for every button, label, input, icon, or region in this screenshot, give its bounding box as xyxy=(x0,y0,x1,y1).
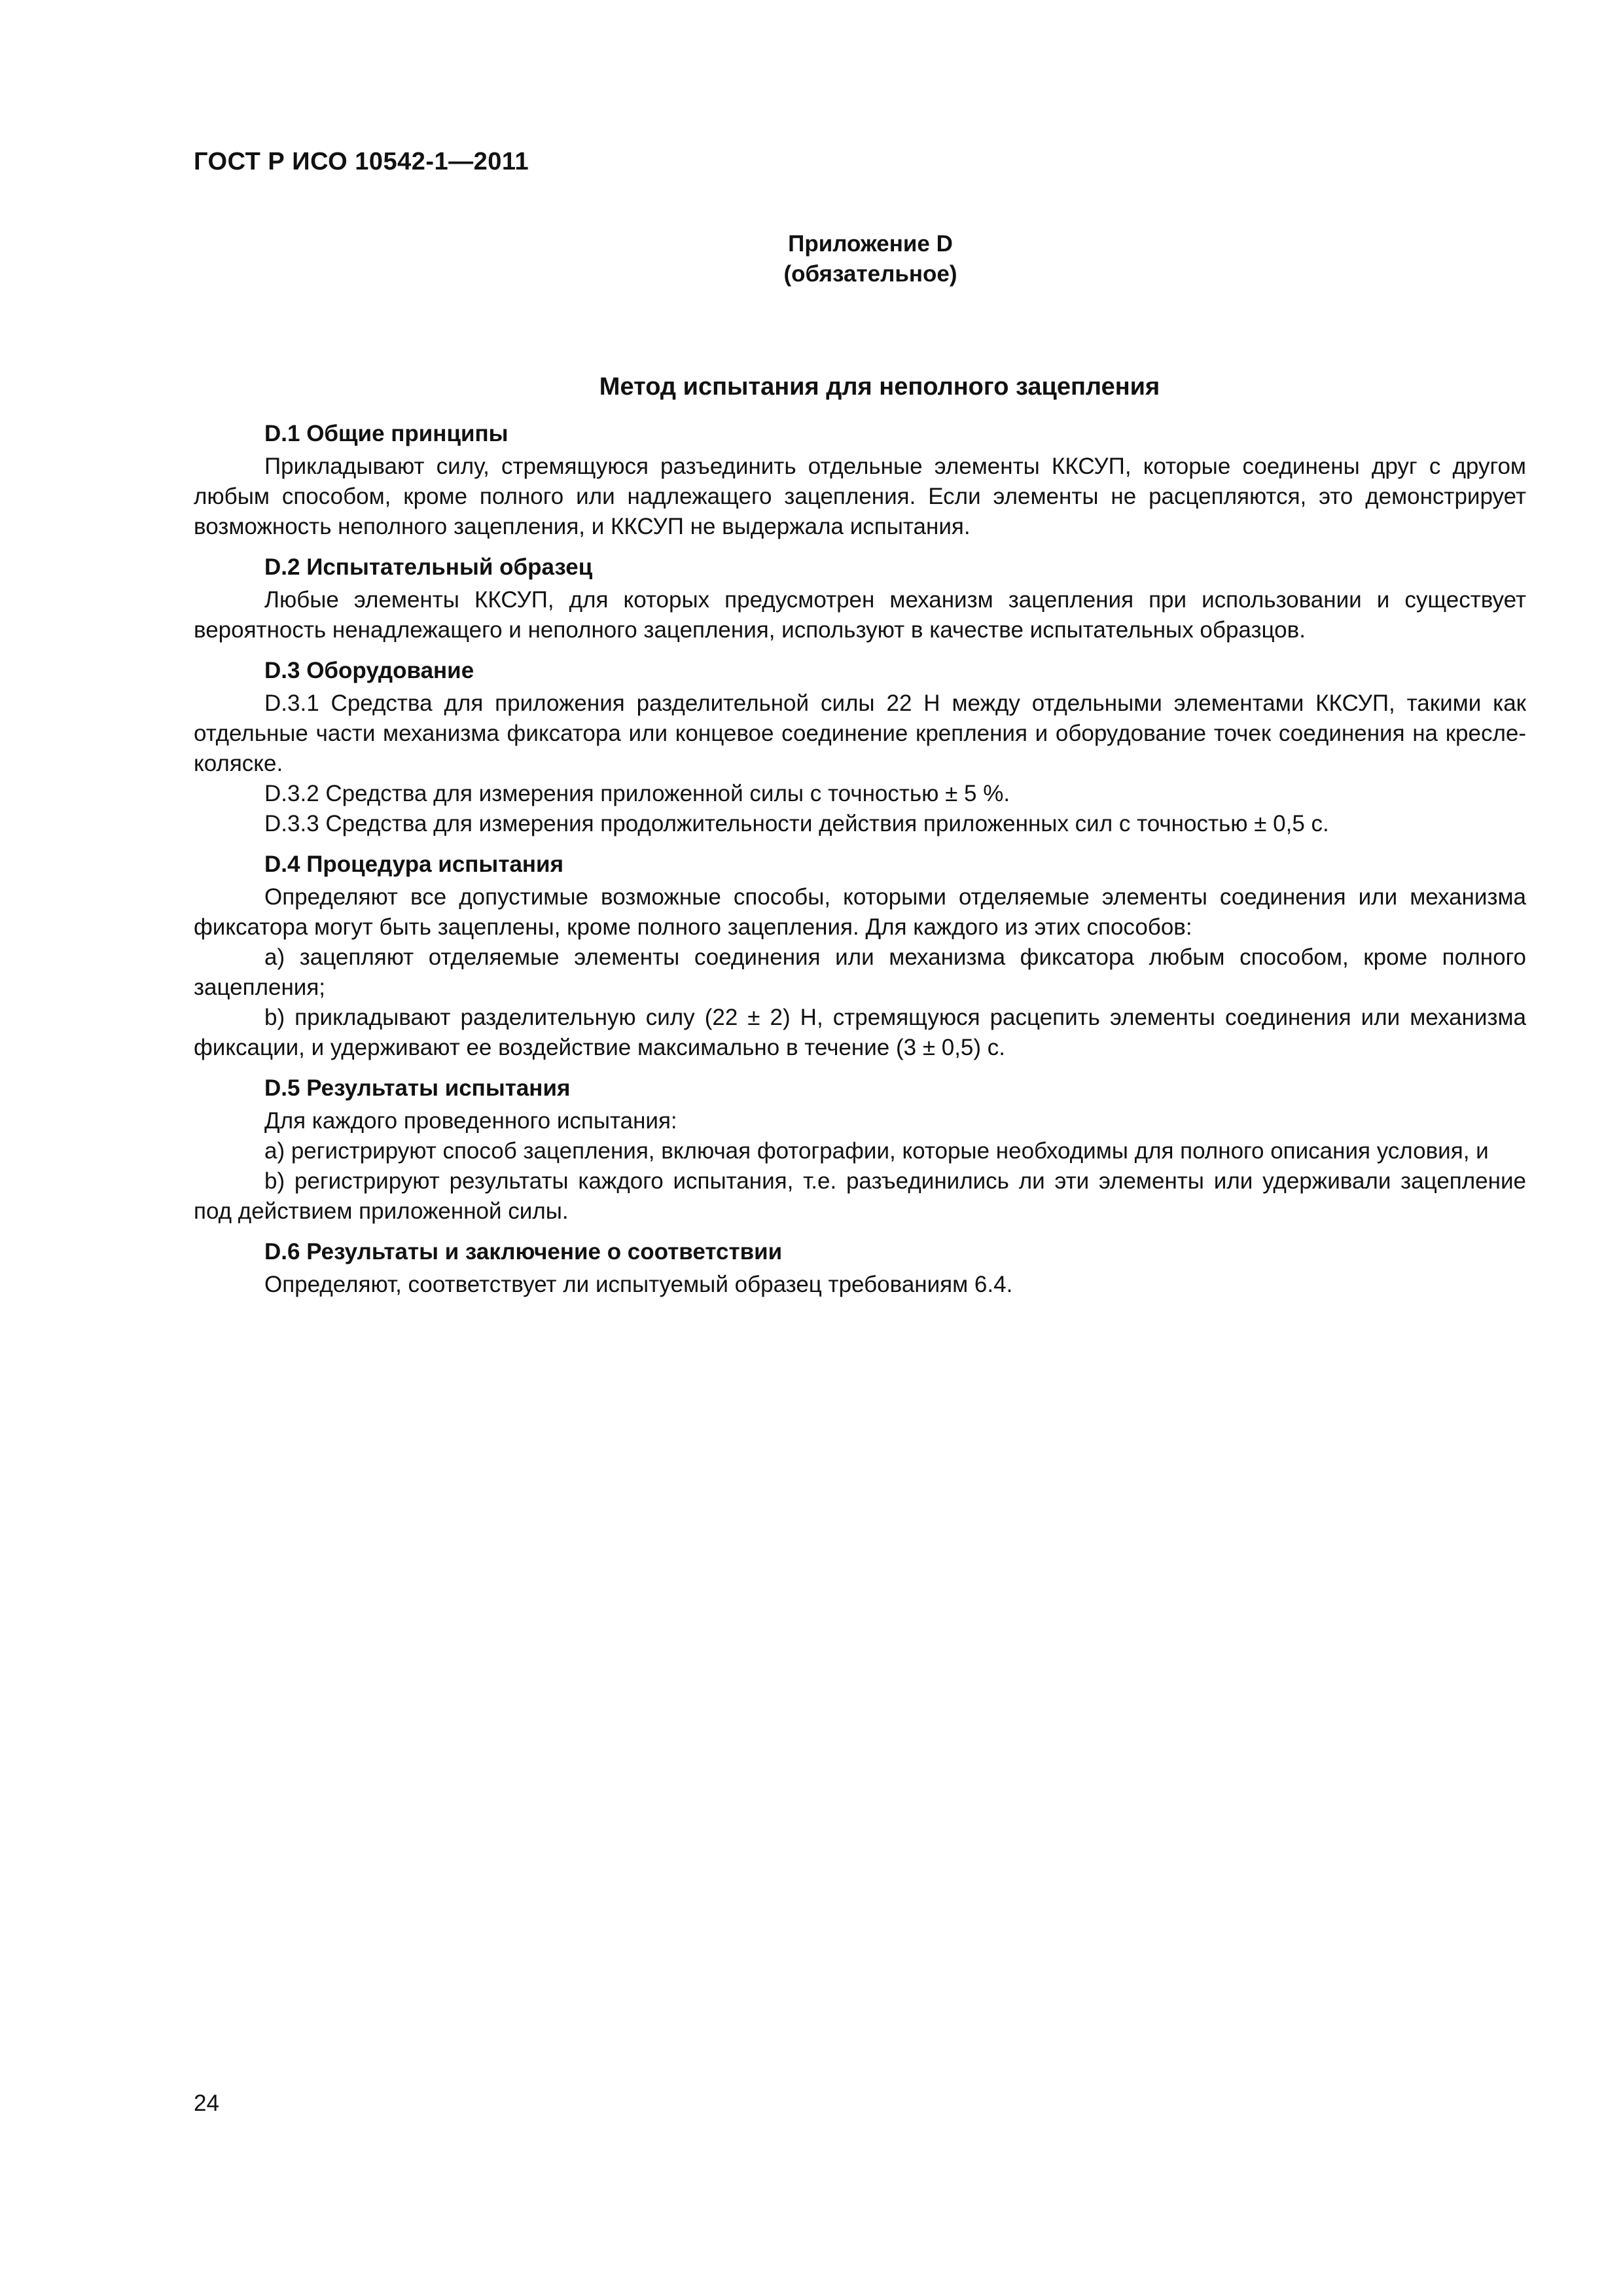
section-heading: D.2 Испытательный образец xyxy=(264,554,593,580)
section-heading: D.3 Оборудование xyxy=(264,658,474,683)
section-heading: D.6 Результаты и заключение о соответствии xyxy=(264,1239,783,1265)
appendix-label: Приложение D xyxy=(788,231,953,257)
section-paragraph: Определяют все допустимые возможные способы, которыми отделяемые элементы соединения или механизма фиксатора могут быть зацеплены, кроме полного зацепления. Для каждого из этих способов: xyxy=(194,884,1526,940)
page-number: 24 xyxy=(194,2090,219,2116)
section-paragraph: Определяют, соответствует ли испытуемый образец требованиям 6.4. xyxy=(264,1272,1013,1297)
section-paragraph: D.3.1 Средства для приложения разделительной силы 22 Н между отдельными элементами ККСУП, такими как отдельные части механизма фиксатора или концевое соединение крепления и оборудование точек соединения на кресле-коляске. xyxy=(194,691,1526,776)
section-paragraph: Для каждого проведенного испытания: xyxy=(264,1108,677,1134)
section-heading: D.5 Результаты испытания xyxy=(264,1075,571,1101)
section-heading: D.1 Общие принципы xyxy=(264,421,508,446)
section-paragraph: a) регистрируют способ зацепления, включая фотографии, которые необходимы для полного описания условия, и xyxy=(264,1138,1489,1164)
section-paragraph: D.3.2 Средства для измерения приложенной силы с точностью ± 5 %. xyxy=(264,781,1010,806)
appendix-title: Метод испытания для неполного зацепления xyxy=(599,373,1160,401)
section-paragraph: a) зацепляют отделяемые элементы соединения или механизма фиксатора любым способом, кроме полного зацепления; xyxy=(194,944,1526,1000)
appendix-status: (обязательное) xyxy=(783,261,957,287)
document-body xyxy=(194,419,1526,1300)
section-paragraph: b) регистрируют результаты каждого испытания, т.е. разъединились ли эти элементы или удерживали зацепление под действием приложенной силы. xyxy=(194,1168,1526,1224)
document-code: ГОСТ Р ИСО 10542-1—2011 xyxy=(194,148,529,175)
section-paragraph: D.3.3 Средства для измерения продолжительности действия приложенных сил с точностью ± 0,5 с. xyxy=(264,811,1329,836)
section-paragraph: Прикладывают силу, стремящуюся разъединить отдельные элементы ККСУП, которые соединены друг с другом любым способом, кроме полного или надлежащего зацепления. Если элементы не расцепляются, это демонстрирует возможность неполного зацепления, и ККСУП не выдержала испытания. xyxy=(194,454,1526,539)
appendix-heading xyxy=(707,229,1034,289)
section-paragraph: Любые элементы ККСУП, для которых предусмотрен механизм зацепления при использовании и существует вероятность ненадлежащего и неполного зацепления, используют в качестве испытательных образцов. xyxy=(194,587,1526,643)
section-paragraph: b) прикладывают разделительную силу (22 ± 2) Н, стремящуюся расцепить элементы соединения или механизма фиксации, и удерживают ее воздействие максимально в течение (3 ± 0,5) с. xyxy=(194,1005,1526,1060)
section-heading: D.4 Процедура испытания xyxy=(264,852,563,877)
